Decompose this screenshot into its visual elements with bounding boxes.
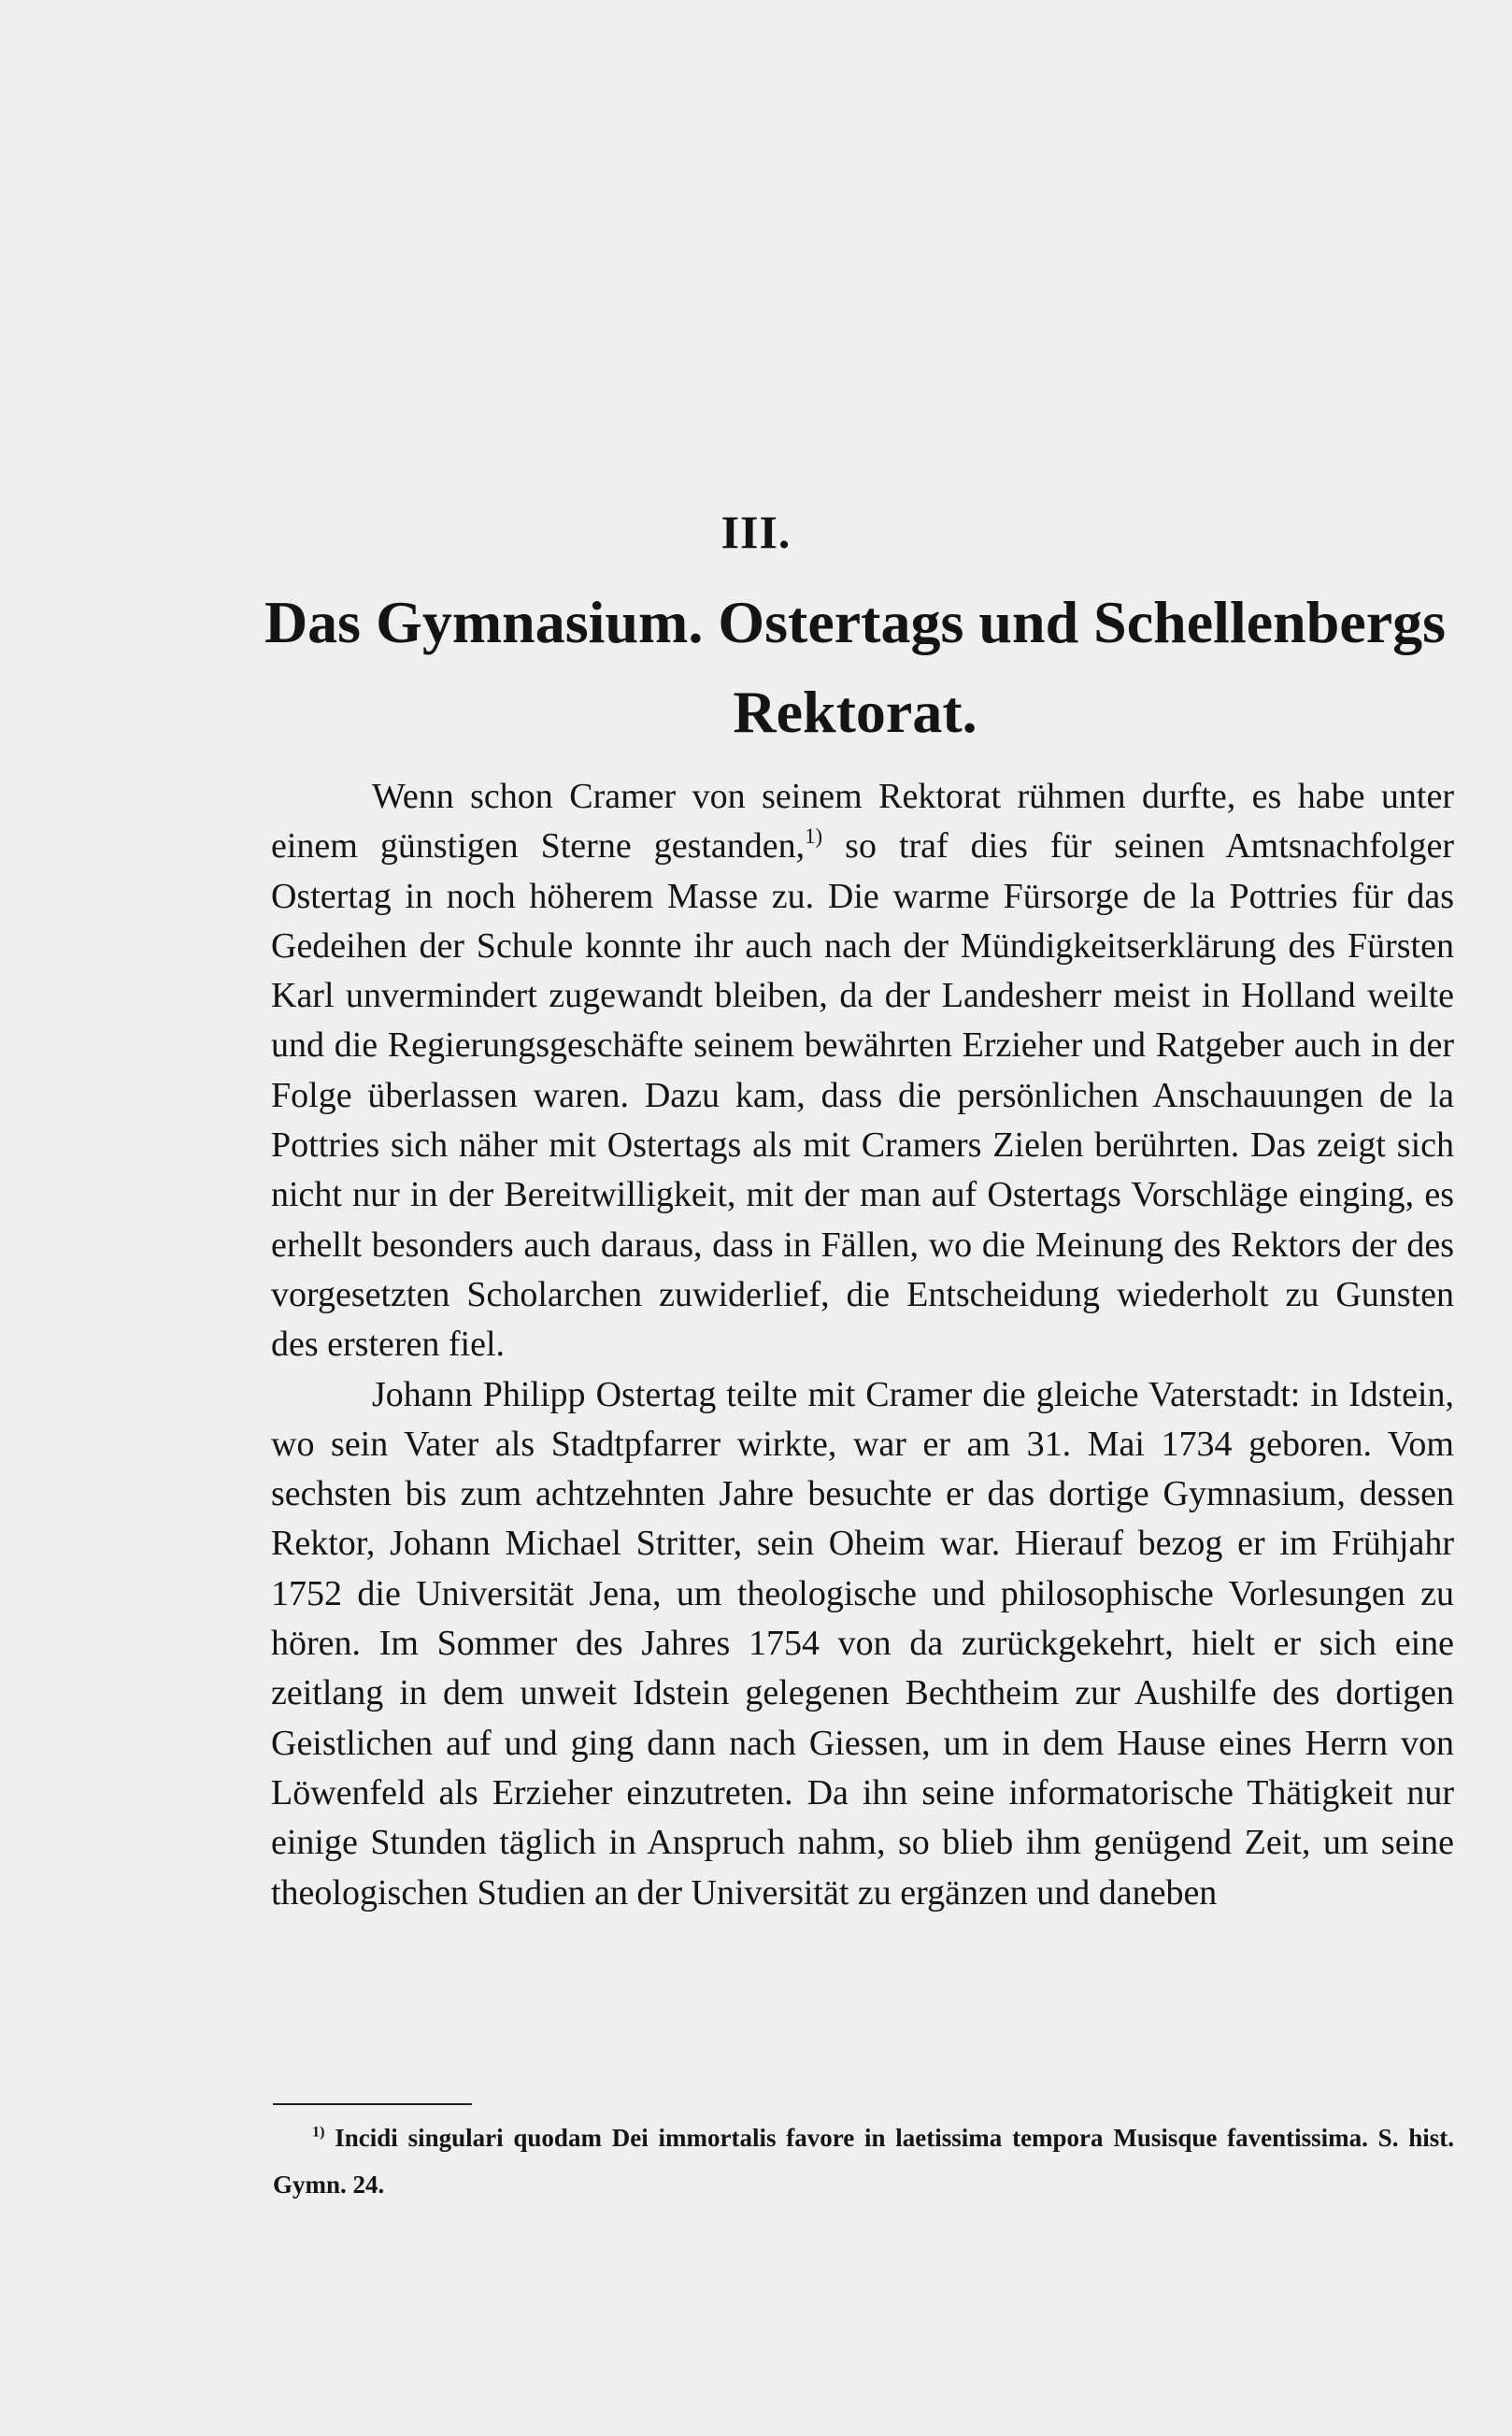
chapter-title: Das Gymnasium. Ostertags und Schellenbergs Rektorat. xyxy=(264,589,1447,745)
body-text xyxy=(271,772,1454,1918)
footnote xyxy=(273,2114,1454,2208)
paragraph-1-text-a: Wenn schon Cramer von seinem Rektorat rühmen durfte, es habe unter einem günstigen Sterne gestanden, xyxy=(271,777,1454,867)
footnote-marker: 1) xyxy=(312,2123,325,2141)
chapter-number: III. xyxy=(720,506,792,558)
footnote-divider xyxy=(273,2103,472,2105)
paragraph-1-text-b: so traf dies für seinen Amtsnachfolger Ostertag in noch höherem Masse zu. Die warme Fürsorge de la Pottries für das Gedeihen der Schule konnte ihr auch nach der Mündigkeitserklärung des Fürsten Karl unvermindert zugewandt bleiben, da der Landesherr meist in Holland weilte und die Regierungsgeschäfte seinem bewährten Erzieher und Ratgeber auch in der Folge überlassen waren. Dazu kam, dass die persönlichen Anschauungen de la Pottries sich näher mit Ostertags als mit Cramers Zielen berührten. Das zeigt sich nicht nur in der Bereitwilligkeit, mit der man auf Ostertags Vorschläge einging, es erhellt besonders auch daraus, dass in Fällen, wo die Meinung des Rektors der des vorgesetzten Scholarchen zuwiderlief, die Entscheidung wiederholt zu Gunsten des ersteren fiel. xyxy=(271,826,1454,1365)
footnote-text: Incidi singulari quodam Dei immortalis favore in laetissima tempora Musisque faventissima. S. hist. Gymn. 24. xyxy=(273,2124,1454,2199)
footnote-reference: 1) xyxy=(805,824,823,849)
paragraph-1 xyxy=(271,772,1454,1370)
paragraph-2: Johann Philipp Ostertag teilte mit Cramer die gleiche Vaterstadt: in Idstein, wo sein Vater als Stadtpfarrer wirkte, war er am 31. Mai 1734 geboren. Vom sechsten bis zum achtzehnten Jahre besuchte er das dortige Gymnasium, dessen Rektor, Johann Michael Stritter, sein Oheim war. Hierauf bezog er im Frühjahr 1752 die Universität Jena, um theologische und philosophische Vorlesungen zu hören. Im Sommer des Jahres 1754 von da zurückgekehrt, hielt er sich eine zeitlang in dem unweit Idstein gelegenen Bechtheim zur Aushilfe des dortigen Geistlichen auf und ging dann nach Giessen, um in dem Hause eines Herrn von Löwenfeld als Erzieher einzutreten. Da ihn seine informatorische Thätigkeit nur einige Stunden täglich in Anspruch nahm, so blieb ihm genügend Zeit, um seine theologischen Studien an der Universität zu ergänzen und daneben xyxy=(271,1374,1454,1913)
